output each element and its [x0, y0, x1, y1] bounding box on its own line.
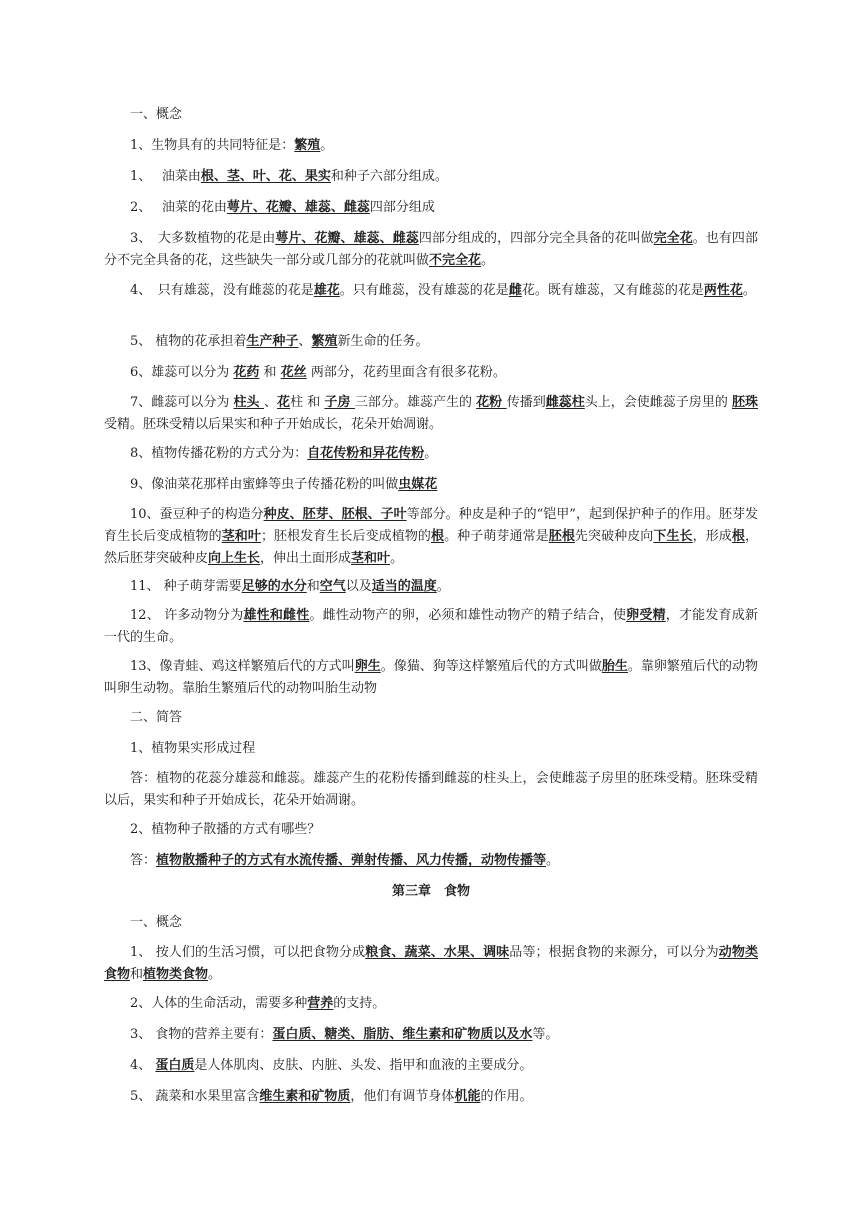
key-term: 萼片、花瓣、雄蕊、雌蕊 [275, 231, 419, 246]
key-term: 两性花 [703, 283, 743, 298]
key-term: 雌蕊柱 [545, 395, 585, 410]
text-segment: ，形成 [692, 529, 732, 544]
text-segment: 。雌性动物产的卵，必须和雄性动物产的精子结合，使 [309, 608, 627, 623]
text-segment: 7、雌蕊可以分为 [130, 395, 234, 410]
key-term: 机能 [454, 1089, 481, 1104]
key-term: 胚根 [548, 529, 575, 544]
concept-item [104, 392, 758, 436]
key-term: 种皮、胚芽、胚根、子叶 [263, 507, 407, 522]
text-segment: 。 [436, 579, 450, 594]
text-segment: 。 [390, 551, 404, 566]
section-heading-short-answer: 二、简答 [130, 710, 183, 725]
concept-item [104, 362, 758, 384]
answer: 答：植物的花蕊分雄蕊和雌蕊。雄蕊产生的花粉传播到雌蕊的柱头上，会使雌蕊子房里的胚珠受精。胚珠受精以后，果实和种子开始成长，花朵开始凋谢。 [104, 771, 758, 808]
key-term: 胚珠 [731, 395, 758, 410]
text-segment: ，然后胚芽突破种皮 [104, 529, 758, 566]
text-segment: 品等；根据食物的来源分，可以分为 [509, 945, 719, 960]
text-segment: 等。 [532, 1027, 559, 1042]
text-segment: 4、 只有雄蕊，没有雌蕊的花是 [130, 283, 314, 298]
key-term: 不完全花 [429, 253, 482, 268]
text-segment: 12、 许多动物分为 [130, 608, 244, 623]
chapter-title: 第三章 食物 [391, 884, 470, 899]
concept-item [104, 443, 758, 465]
text-segment: 。 [320, 138, 334, 153]
key-term: 根、茎、叶、花、果实 [200, 169, 331, 184]
section-heading-concepts: 一、概念 [130, 915, 183, 930]
key-term: 蛋白质、糖类、脂肪、维生素和矿物质以及水 [272, 1027, 533, 1042]
text-segment: 花。既有雄蕊，又有雌蕊的花是 [521, 283, 704, 298]
concept-item [104, 1055, 758, 1077]
text-segment: 柱 和 [290, 395, 325, 410]
concept-item [104, 1086, 758, 1108]
key-term: 繁殖 [311, 334, 338, 349]
text-segment: 是人体肌肉、皮肤、内脏、头发、指甲和血液的主要成分。 [194, 1058, 533, 1073]
key-term: 雄花 [313, 283, 340, 298]
key-term: 足够的水分 [241, 579, 307, 594]
key-term: 雄性和雌性 [243, 608, 310, 623]
concept-item [104, 1024, 758, 1046]
concept-item [104, 197, 758, 219]
text-segment: 三部分。雄蕊产生的 [354, 395, 477, 410]
key-term: 花 [277, 395, 291, 410]
text-segment: 3、 大多数植物的花是由 [130, 231, 276, 246]
text-segment: ，伸出土面形成 [260, 551, 352, 566]
text-segment: 10、蚕豆种子的构造分 [130, 507, 264, 522]
text-segment: 。像猫、狗等这样繁殖后代的方式叫做 [380, 659, 602, 674]
text-segment: 传播到 [506, 395, 546, 410]
text-segment: ，才能发育成新一代的生命。 [104, 608, 758, 645]
text-segment: 1、 按人们的生活习惯，可以把食物分成 [130, 945, 366, 960]
text-segment: 四部分组成 [369, 200, 435, 215]
concept-item [104, 331, 758, 353]
key-term: 根 [731, 529, 745, 544]
text-segment: 头上，会使雌蕊子房里的 [584, 395, 732, 410]
key-term: 植物类食物 [143, 967, 209, 982]
text-segment: 。 [742, 283, 756, 298]
text-segment: 。 [546, 853, 560, 868]
key-term: 生产种子 [246, 334, 299, 349]
key-term: 卵受精 [626, 608, 666, 623]
text-segment: 、 [264, 395, 278, 410]
text-segment: 。靠卵繁殖后代的动物叫卵生动物。靠胎生繁殖后代的动物叫胎生动物 [104, 659, 758, 696]
text-segment: 1、 油菜由 [130, 169, 201, 184]
concept-item [104, 605, 758, 649]
key-term: 萼片、花瓣、雄蕊、雌蕊 [226, 200, 370, 215]
text-segment: 两部分，花药里面含有很多花粉。 [306, 365, 506, 380]
text-segment: 先突破种皮向 [574, 529, 654, 544]
concept-item [104, 228, 758, 272]
text-segment: 13、像青蛙、鸡这样繁殖后代的方式叫 [130, 659, 355, 674]
key-term: 卵生 [354, 659, 381, 674]
key-term: 粮食、蔬菜、水果、调味 [365, 945, 510, 960]
concept-item [104, 135, 758, 157]
text-segment: 。只有雌蕊，没有雄蕊的花是 [339, 283, 509, 298]
key-term: 茎和叶 [221, 529, 261, 544]
text-segment: 受精。胚珠受精以后果实和种子开始成长，花朵开始凋谢。 [104, 417, 443, 432]
text-segment: 、 [298, 334, 312, 349]
text-segment: 5、 蔬菜和水果里富含 [130, 1089, 260, 1104]
concept-item [104, 474, 758, 496]
text-segment: 。 [424, 446, 438, 461]
text-segment: 和 [259, 365, 281, 380]
text-segment: 。 [481, 253, 495, 268]
key-term: 向上生长 [208, 551, 261, 566]
concept-item [104, 656, 758, 700]
key-term: 花粉 [476, 395, 507, 410]
text-segment: ；胚根发育生长后变成植物的 [260, 529, 431, 544]
text-segment: 。种子萌芽通常是 [444, 529, 549, 544]
text-segment: 以及 [345, 579, 372, 594]
key-term: 维生素和矿物质 [259, 1089, 351, 1104]
text-segment: 4、 [130, 1058, 156, 1073]
key-term: 虫媒花 [398, 477, 438, 492]
text-segment: 和种子六部分组成。 [330, 169, 448, 184]
key-term: 雌 [508, 283, 522, 298]
concept-item [104, 942, 758, 986]
text-segment: 新生命的任务。 [337, 334, 429, 349]
text-segment: 答： [130, 853, 157, 868]
text-segment: 和 [130, 967, 144, 982]
concept-item [104, 166, 758, 188]
text-segment: 5、 植物的花承担着 [130, 334, 247, 349]
key-term: 植物散播种子的方式有水流传播、弹射传播、风力传播，动物传播等 [156, 853, 547, 868]
key-term: 根 [431, 529, 445, 544]
key-term: 自花传粉和异花传粉 [307, 446, 425, 461]
key-term: 空气 [319, 579, 346, 594]
key-term: 花丝 [280, 365, 307, 380]
concept-item [104, 280, 758, 302]
key-term: 茎和叶 [351, 551, 391, 566]
section-heading-concepts: 一、概念 [130, 107, 183, 122]
text-segment: 。也有四部分不完全具备的花，这些缺失一部分或几部分的花就叫做 [104, 231, 758, 268]
text-segment: 等部分。种皮是种子的“铠甲”，起到保护种子的作用。胚芽发育生长后变成植物的 [104, 507, 758, 544]
key-term: 完全花 [653, 231, 693, 246]
text-segment: 。 [208, 967, 222, 982]
text-segment: 2、 油菜的花由 [130, 200, 227, 215]
concept-item [104, 576, 758, 598]
key-term: 适当的温度 [371, 579, 437, 594]
text-segment: 和 [306, 579, 320, 594]
text-segment: 2、人体的生命活动，需要多种 [130, 996, 308, 1011]
key-term: 胎生 [601, 659, 628, 674]
answer [104, 850, 758, 872]
concept-item [104, 504, 758, 570]
text-segment: 8、植物传播花粉的方式分为： [130, 446, 308, 461]
question: 1、植物果实形成过程 [130, 741, 256, 756]
text-segment: 6、雄蕊可以分为 [130, 365, 234, 380]
key-term: 柱头 [233, 395, 265, 410]
text-segment: 的作用。 [480, 1089, 533, 1104]
text-segment: 9、像油菜花那样由蜜蜂等虫子传播花粉的叫做 [130, 477, 399, 492]
key-term: 动物类食物 [104, 945, 758, 982]
text-segment: 的支持。 [333, 996, 386, 1011]
key-term: 繁殖 [294, 138, 321, 153]
text-segment: ，他们有调节身体 [350, 1089, 455, 1104]
text-segment: 3、 食物的营养主要有： [130, 1027, 273, 1042]
text-segment: 四部分组成的，四部分完全具备的花叫做 [418, 231, 654, 246]
key-term: 子房 [324, 395, 355, 410]
key-term: 营养 [307, 996, 334, 1011]
key-term: 花药 [233, 365, 260, 380]
key-term: 蛋白质 [155, 1058, 195, 1073]
text-segment: 11、 种子萌芽需要 [130, 579, 242, 594]
text-segment: 1、生物具有的共同特征是： [130, 138, 295, 153]
concept-item [104, 993, 758, 1015]
question: 2、植物种子散播的方式有哪些？ [130, 822, 321, 837]
key-term: 下生长 [653, 529, 693, 544]
